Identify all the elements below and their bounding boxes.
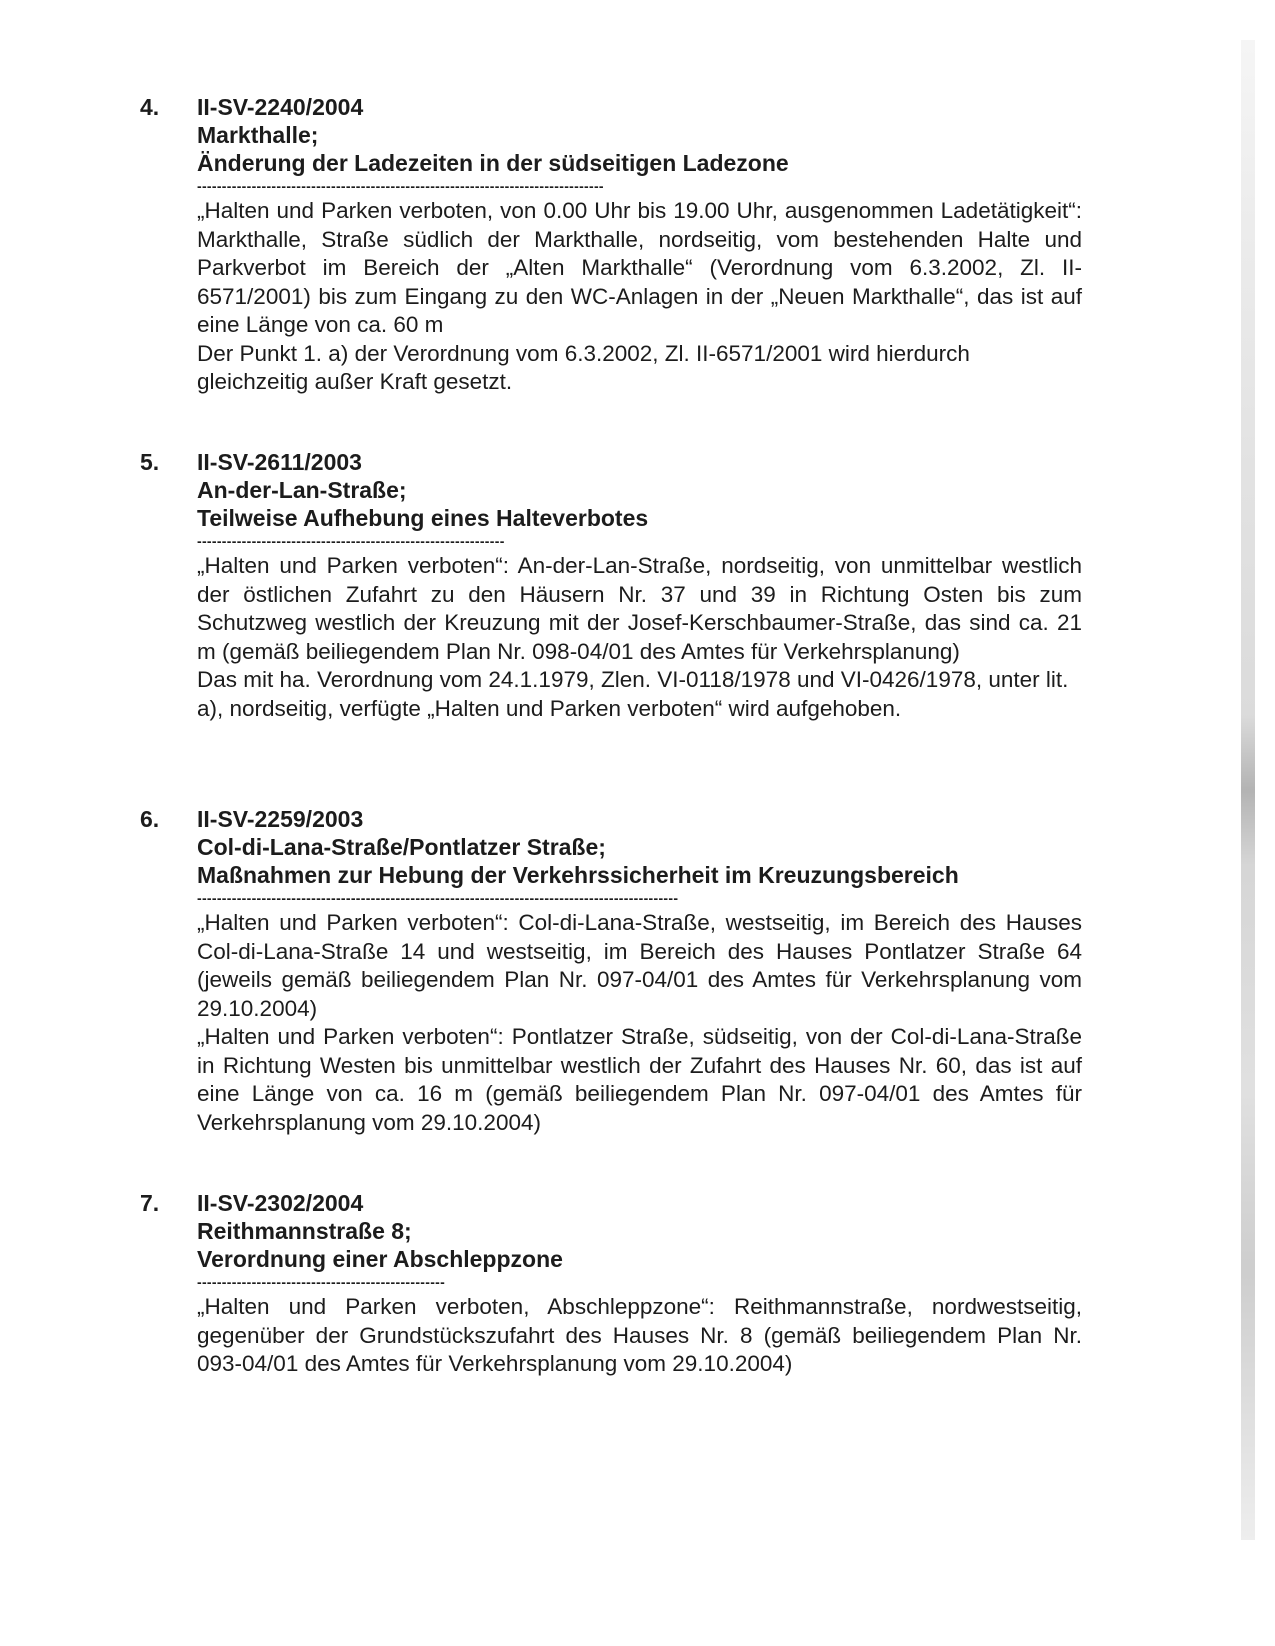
item-reference: II-SV-2302/2004	[197, 1190, 364, 1216]
item-matter: Änderung der Ladezeiten in der südseitigen Ladezone	[197, 150, 789, 176]
item-reference: II-SV-2240/2004	[197, 94, 364, 120]
item-paragraph: „Halten und Parken verboten, Abschleppzone“: Reithmannstraße, nordwestseitig, gegenüber der Grundstückszufahrt des Hauses Nr. 8 (gemäß beiliegendem Plan Nr. 093-04/01 des Amtes für Verkehrsplanung vom 29.10.2004)	[197, 1294, 1082, 1376]
item-number: 5.	[140, 449, 160, 475]
item-number: 7.	[140, 1190, 160, 1216]
item-body	[197, 1189, 1082, 1379]
item-body	[197, 805, 1082, 1137]
item-paragraph: „Halten und Parken verboten“: An-der-Lan-Straße, nordseitig, von unmittelbar westlich der östlichen Zufahrt zu den Häusern Nr. 37 und 39 in Richtung Osten bis zum Schutzweg westlich der Kreuzung mit der Josef-Kerschbaumer-Straße, das sind ca. 21 m (gemäß beiliegendem Plan Nr. 098-04/01 des Amtes für Verkehrsplanung)	[197, 553, 1082, 664]
dashed-divider: --------------------------------------------------------------	[197, 534, 505, 548]
item-body	[197, 448, 1082, 723]
item-number: 6.	[140, 806, 160, 832]
item-reference: II-SV-2259/2003	[197, 806, 364, 832]
item-matter: Maßnahmen zur Hebung der Verkehrssicherheit im Kreuzungsbereich	[197, 862, 959, 888]
item-paragraph: Das mit ha. Verordnung vom 24.1.1979, Zlen. VI-0118/1978 und VI-0426/1978, unter lit. a), nordseitig, verfügte „Halten und Parken verboten“ wird aufgehoben.	[197, 667, 1069, 721]
item-number: 4.	[140, 94, 160, 120]
item-subject: Markthalle;	[197, 122, 319, 148]
item-body	[197, 93, 1082, 397]
item-subject: Reithmannstraße 8;	[197, 1218, 412, 1244]
dashed-divider: -------------------------------------------------------------------------------------------------	[197, 891, 679, 905]
scan-edge-shadow	[1241, 40, 1255, 1540]
item-subject: Col-di-Lana-Straße/Pontlatzer Straße;	[197, 834, 606, 860]
dashed-divider: ----------------------------------------------------------------------------------	[197, 179, 604, 193]
dashed-divider: --------------------------------------------------	[197, 1275, 446, 1289]
item-subject: An-der-Lan-Straße;	[197, 477, 407, 503]
item-paragraph: „Halten und Parken verboten“: Pontlatzer Straße, südseitig, von der Col-di-Lana-Straße in Richtung Westen bis unmittelbar westlich der Zufahrt des Hauses Nr. 60, das ist auf eine Länge von ca. 16 m (gemäß beiliegendem Plan Nr. 097-04/01 des Amtes für Verkehrsplanung vom 29.10.2004)	[197, 1024, 1082, 1135]
item-paragraph: „Halten und Parken verboten“: Col-di-Lana-Straße, westseitig, im Bereich des Hauses Col-di-Lana-Straße 14 und westseitig, im Bereich des Hauses Pontlatzer Straße 64 (jeweils gemäß beiliegendem Plan Nr. 097-04/01 des Amtes für Verkehrsplanung vom 29.10.2004)	[197, 910, 1082, 1021]
item-matter: Teilweise Aufhebung eines Halteverbotes	[197, 505, 649, 531]
item-paragraph: Der Punkt 1. a) der Verordnung vom 6.3.2002, Zl. II-6571/2001 wird hierdurch gleichzeitig außer Kraft gesetzt.	[197, 340, 970, 394]
item-reference: II-SV-2611/2003	[197, 449, 362, 475]
item-paragraph: „Halten und Parken verboten, von 0.00 Uhr bis 19.00 Uhr, ausgenommen Ladetätigkeit“: Markthalle, Straße südlich der Markthalle, nordseitig, vom bestehenden Halte und Parkverbot im Bereich der „Alten Markthalle“ (Verordnung vom 6.3.2002, Zl. II-6571/2001) bis zum Eingang zu den WC-Anlagen in der „Neuen Markthalle“, das ist auf eine Länge von ca. 60 m	[197, 198, 1082, 337]
item-matter: Verordnung einer Abschleppzone	[197, 1246, 563, 1272]
